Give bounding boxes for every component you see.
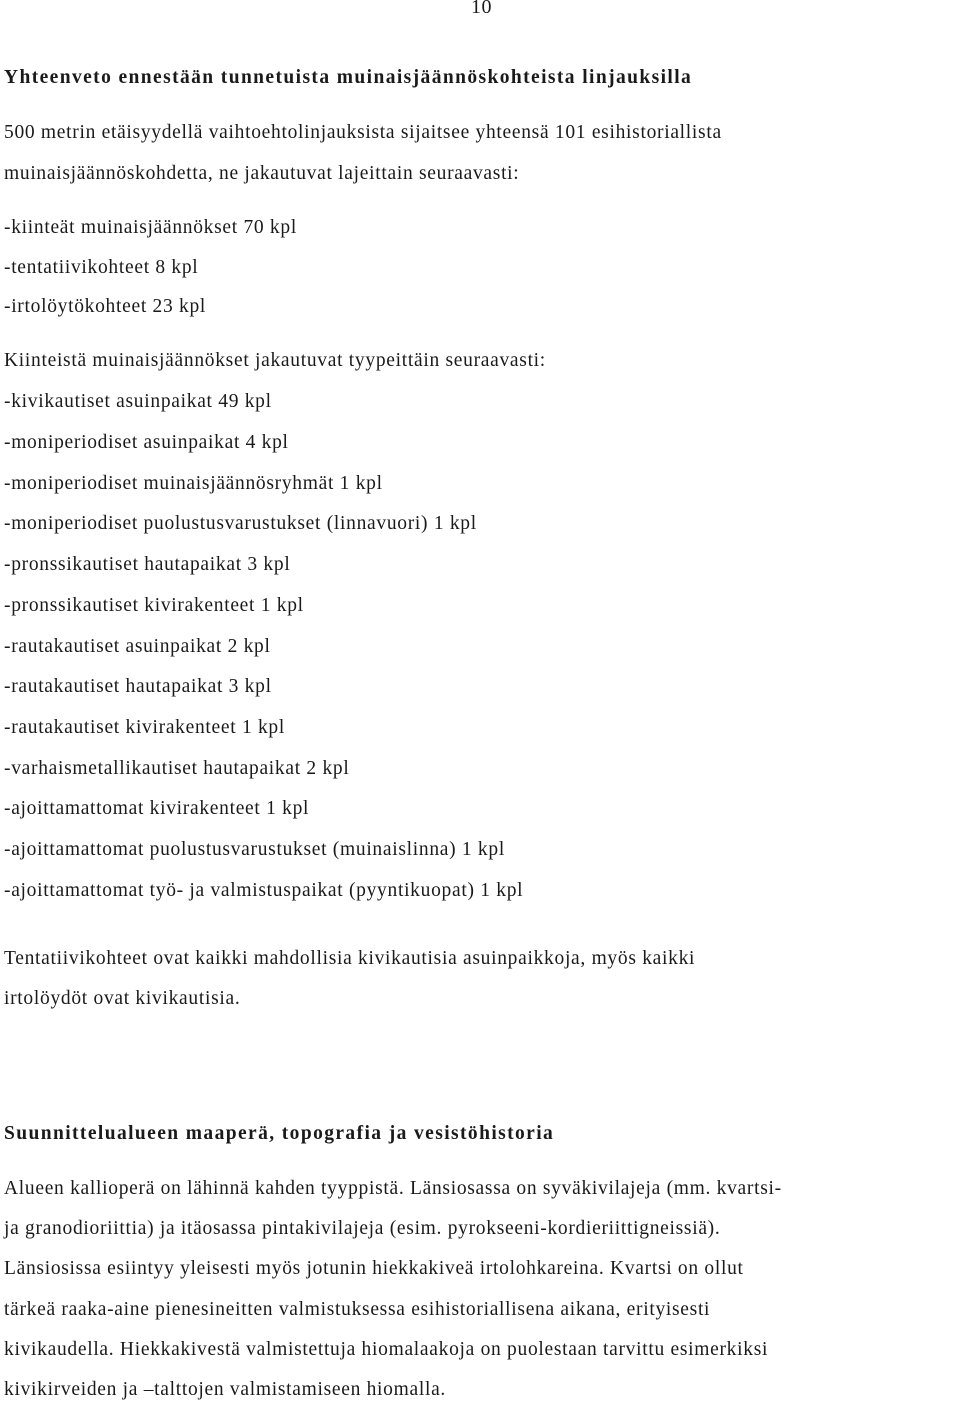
intro-line-1: 500 metrin etäisyydellä vaihtoehtolinjauksista sijaitsee yhteensä 101 esihistoriallista bbox=[4, 122, 722, 143]
category-item: -irtolöytökohteet 23 kpl bbox=[4, 296, 207, 317]
category-item: -kiinteät muinaisjäännökset 70 kpl bbox=[4, 217, 297, 238]
type-item: -moniperiodiset asuinpaikat 4 kpl bbox=[4, 432, 289, 453]
paragraph-line: Alueen kallioperä on lähinnä kahden tyyppistä. Länsiosassa on syväkivilajeja (mm. kvartsi- bbox=[4, 1178, 782, 1199]
note-line-1: Tentatiivikohteet ovat kaikki mahdollisia kivikautisia asuinpaikkoja, myös kaikki bbox=[4, 948, 696, 969]
paragraph-line: kivikaudella. Hiekkakivestä valmistettuja hiomalaakoja on puolestaan tarvittu esimerkiksi bbox=[4, 1339, 769, 1360]
type-item: -pronssikautiset kivirakenteet 1 kpl bbox=[4, 595, 304, 616]
type-item: -moniperiodiset muinaisjäännösryhmät 1 kpl bbox=[4, 473, 383, 494]
section-heading-summary: Yhteenveto ennestään tunnetuista muinaisjäännöskohteista linjauksilla bbox=[4, 67, 693, 88]
type-item: -ajoittamattomat työ- ja valmistuspaikat (pyyntikuopat) 1 kpl bbox=[4, 880, 524, 901]
type-item: -ajoittamattomat puolustusvarustukset (muinaislinna) 1 kpl bbox=[4, 839, 505, 860]
type-item: -kivikautiset asuinpaikat 49 kpl bbox=[4, 391, 272, 412]
type-item: -pronssikautiset hautapaikat 3 kpl bbox=[4, 554, 291, 575]
page-number: 10 bbox=[471, 0, 492, 18]
paragraph-line: Länsiosissa esiintyy yleisesti myös jotunin hiekkakiveä irtolohkareina. Kvartsi on ollut bbox=[4, 1258, 744, 1279]
category-item: -tentatiivikohteet 8 kpl bbox=[4, 257, 199, 278]
paragraph-line: ja granodioriittia) ja itäosassa pintakivilajeja (esim. pyrokseeni-kordieriittigneissiä). bbox=[4, 1218, 721, 1239]
type-item: -varhaismetallikautiset hautapaikat 2 kpl bbox=[4, 758, 350, 779]
type-item: -rautakautiset asuinpaikat 2 kpl bbox=[4, 636, 271, 657]
type-item: -moniperiodiset puolustusvarustukset (linnavuori) 1 kpl bbox=[4, 513, 477, 534]
type-item: -rautakautiset kivirakenteet 1 kpl bbox=[4, 717, 285, 738]
type-item: -rautakautiset hautapaikat 3 kpl bbox=[4, 676, 272, 697]
section-heading-soil: Suunnittelualueen maaperä, topografia ja vesistöhistoria bbox=[4, 1123, 555, 1144]
paragraph-line: kivikirveiden ja –talttojen valmistamiseen hiomalla. bbox=[4, 1379, 447, 1400]
type-item: -ajoittamattomat kivirakenteet 1 kpl bbox=[4, 798, 310, 819]
paragraph-line: tärkeä raaka-aine pienesineitten valmistuksessa esihistoriallisena aikana, erityisesti bbox=[4, 1299, 711, 1320]
note-line-2: irtolöydöt ovat kivikautisia. bbox=[4, 988, 241, 1009]
intro-line-2: muinaisjäännöskohdetta, ne jakautuvat lajeittain seuraavasti: bbox=[4, 163, 520, 184]
types-intro: Kiinteistä muinaisjäännökset jakautuvat tyypeittäin seuraavasti: bbox=[4, 350, 546, 371]
